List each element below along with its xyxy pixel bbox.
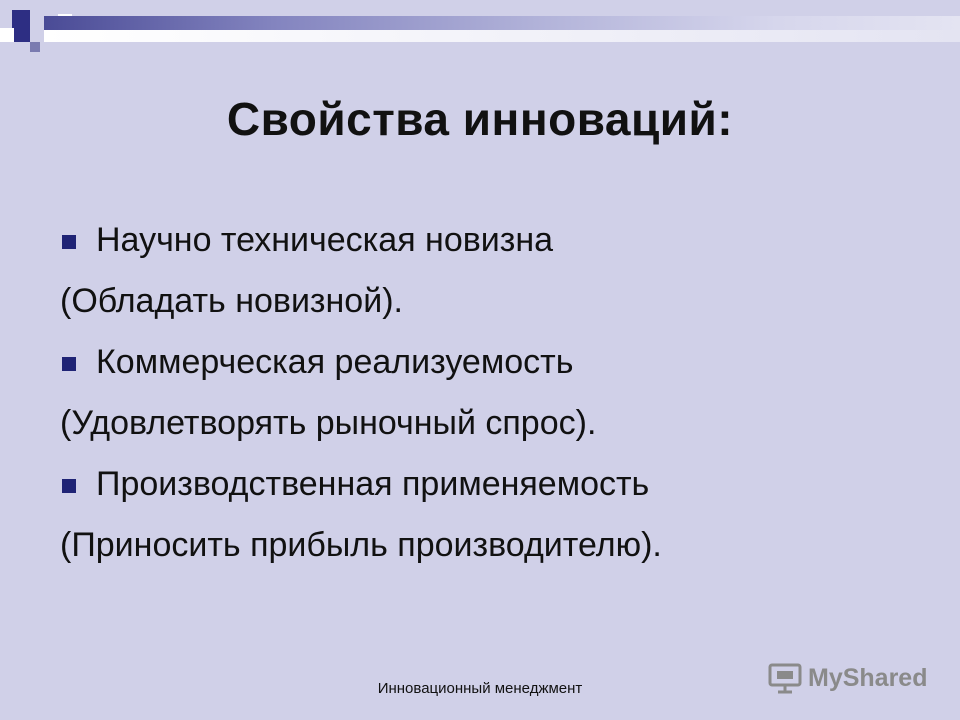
list-item xyxy=(60,336,940,397)
watermark-text: MyShared xyxy=(808,663,928,692)
list-item xyxy=(60,214,940,275)
list-item-text: Научно техническая новизна xyxy=(96,221,554,259)
list-item-text: (Приносить прибыль производителю). xyxy=(60,526,662,564)
list-item-text: Коммерческая реализуемость xyxy=(96,343,574,381)
decor-square xyxy=(14,28,30,42)
list-item xyxy=(60,397,940,458)
slide-title: Свойства инноваций: xyxy=(226,93,734,145)
square-bullet-icon xyxy=(62,235,76,249)
slide-content xyxy=(60,214,940,580)
square-bullet-icon xyxy=(62,357,76,371)
decor-top-bar-highlight xyxy=(44,30,960,42)
square-bullet-icon xyxy=(62,479,76,493)
list-item xyxy=(60,275,940,336)
slide-footer: Инновационный менеджмент xyxy=(377,680,583,697)
list-item xyxy=(60,458,940,519)
list-item xyxy=(60,519,940,580)
decor-square xyxy=(12,10,30,28)
list-item-text: (Удовлетворять рыночный спрос). xyxy=(60,404,597,442)
decor-square xyxy=(0,28,14,42)
list-item-text: (Обладать новизной). xyxy=(60,282,403,320)
list-item-text: Производственная применяемость xyxy=(96,465,650,503)
decor-square xyxy=(30,42,40,52)
